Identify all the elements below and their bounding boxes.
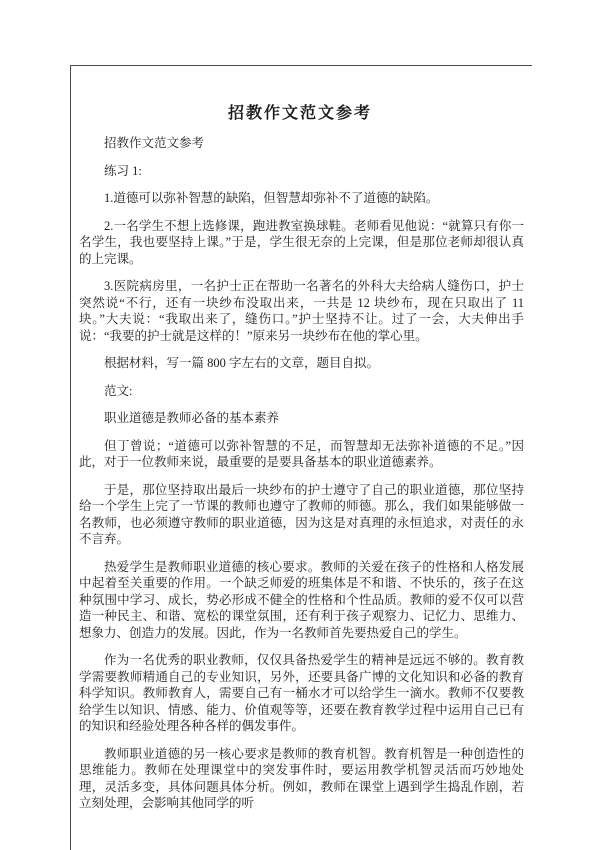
- paragraph: 于是，那位坚持取出最后一块纱布的护士遵守了自己的职业道德，那位坚持给一个学生上完了一节课的教师也遵守了教师的师德。那么，我们如果能够做一名教师，也必须遵守教师的职业道德，因为这是对真理的永恒追求，对责任的永不言弃。: [79, 482, 524, 546]
- top-rule-line: [70, 65, 532, 66]
- document-title: 招教作文范文参考: [227, 105, 372, 122]
- paragraph: 热爱学生是教师职业道德的核心要求。教师的关爱在孩子的性格和人格发展中起着至关重要的作用。一个缺乏师爱的班集体是不和谐、不快乐的，孩子在这种氛围中学习、成长，势必形成不健全的性格和个性品质。教师的爱不仅可以营造一种民主、和谐、宽松的课堂氛围，还有利于孩子观察力、记忆力、思维力、想象力、创造力的发展。因此，作为一名教师首先要热爱自己的学生。: [79, 559, 524, 640]
- paragraph: 2.一名学生不想上选修课，跑进教室换球鞋。老师看见他说：“就算只有你一名学生，我也要坚持上课。”于是，学生很无奈的上完课，但是那位老师却很认真的上完课。: [79, 218, 524, 266]
- paragraph: 招教作文范文参考: [104, 136, 205, 150]
- left-rule-line: [70, 65, 71, 850]
- paragraph: 根据材料，写一篇 800 字左右的文章，题目自拟。: [104, 356, 380, 370]
- paragraph: 范文:: [104, 383, 133, 398]
- document-body: [79, 135, 524, 812]
- paragraph: 但丁曾说；“道德可以弥补智慧的不足，而智慧却无法弥补道德的不足。”因此，对于一位教师来说，最重要的是要具备基本的职业道德素养。: [79, 438, 524, 469]
- paragraph: 练习 1:: [104, 163, 142, 178]
- paragraph: 3.医院病房里，一名护士正在帮助一名著名的外科大夫给病人缝伤口，护士突然说“不行，还有一块纱布没取出来，一共是 12 块纱布，现在只取出了 11 块。”大夫说：“我取出来了，缝伤口。”护士坚持不让。过了一会，大夫伸出手说：“我要的护士就是这样的！”原来另一块纱布在他的掌心里。: [79, 279, 524, 343]
- paragraph: 职业道德是教师必备的基本素养: [104, 411, 280, 425]
- paragraph: 作为一名优秀的职业教师，仅仅具备热爱学生的精神是远远不够的。教育教学需要教师精通自己的专业知识，另外，还要具备广博的文化知识和必备的教育科学知识。教师教育人，需要自己有一桶水才可以给学生一滴水。教师不仅要教给学生以知识、情感、能力、价值观等等，还要在教育教学过程中运用自己已有的知识和经验处理各种各样的偶发事件。: [79, 653, 524, 733]
- paragraph: 教师职业道德的另一核心要求是教师的教育机智。教育机智是一种创造性的思维能力。教师在处理课堂中的突发事件时，要运用教学机智灵活而巧妙地处理，灵活多变，具体问题具体分析。例如，教师在课堂上遇到学生捣乱作剧，若立刻处理，会影响其他同学的听: [79, 746, 524, 810]
- paragraph: 1.道德可以弥补智慧的缺陷，但智慧却弥补不了道德的缺陷。: [104, 191, 439, 205]
